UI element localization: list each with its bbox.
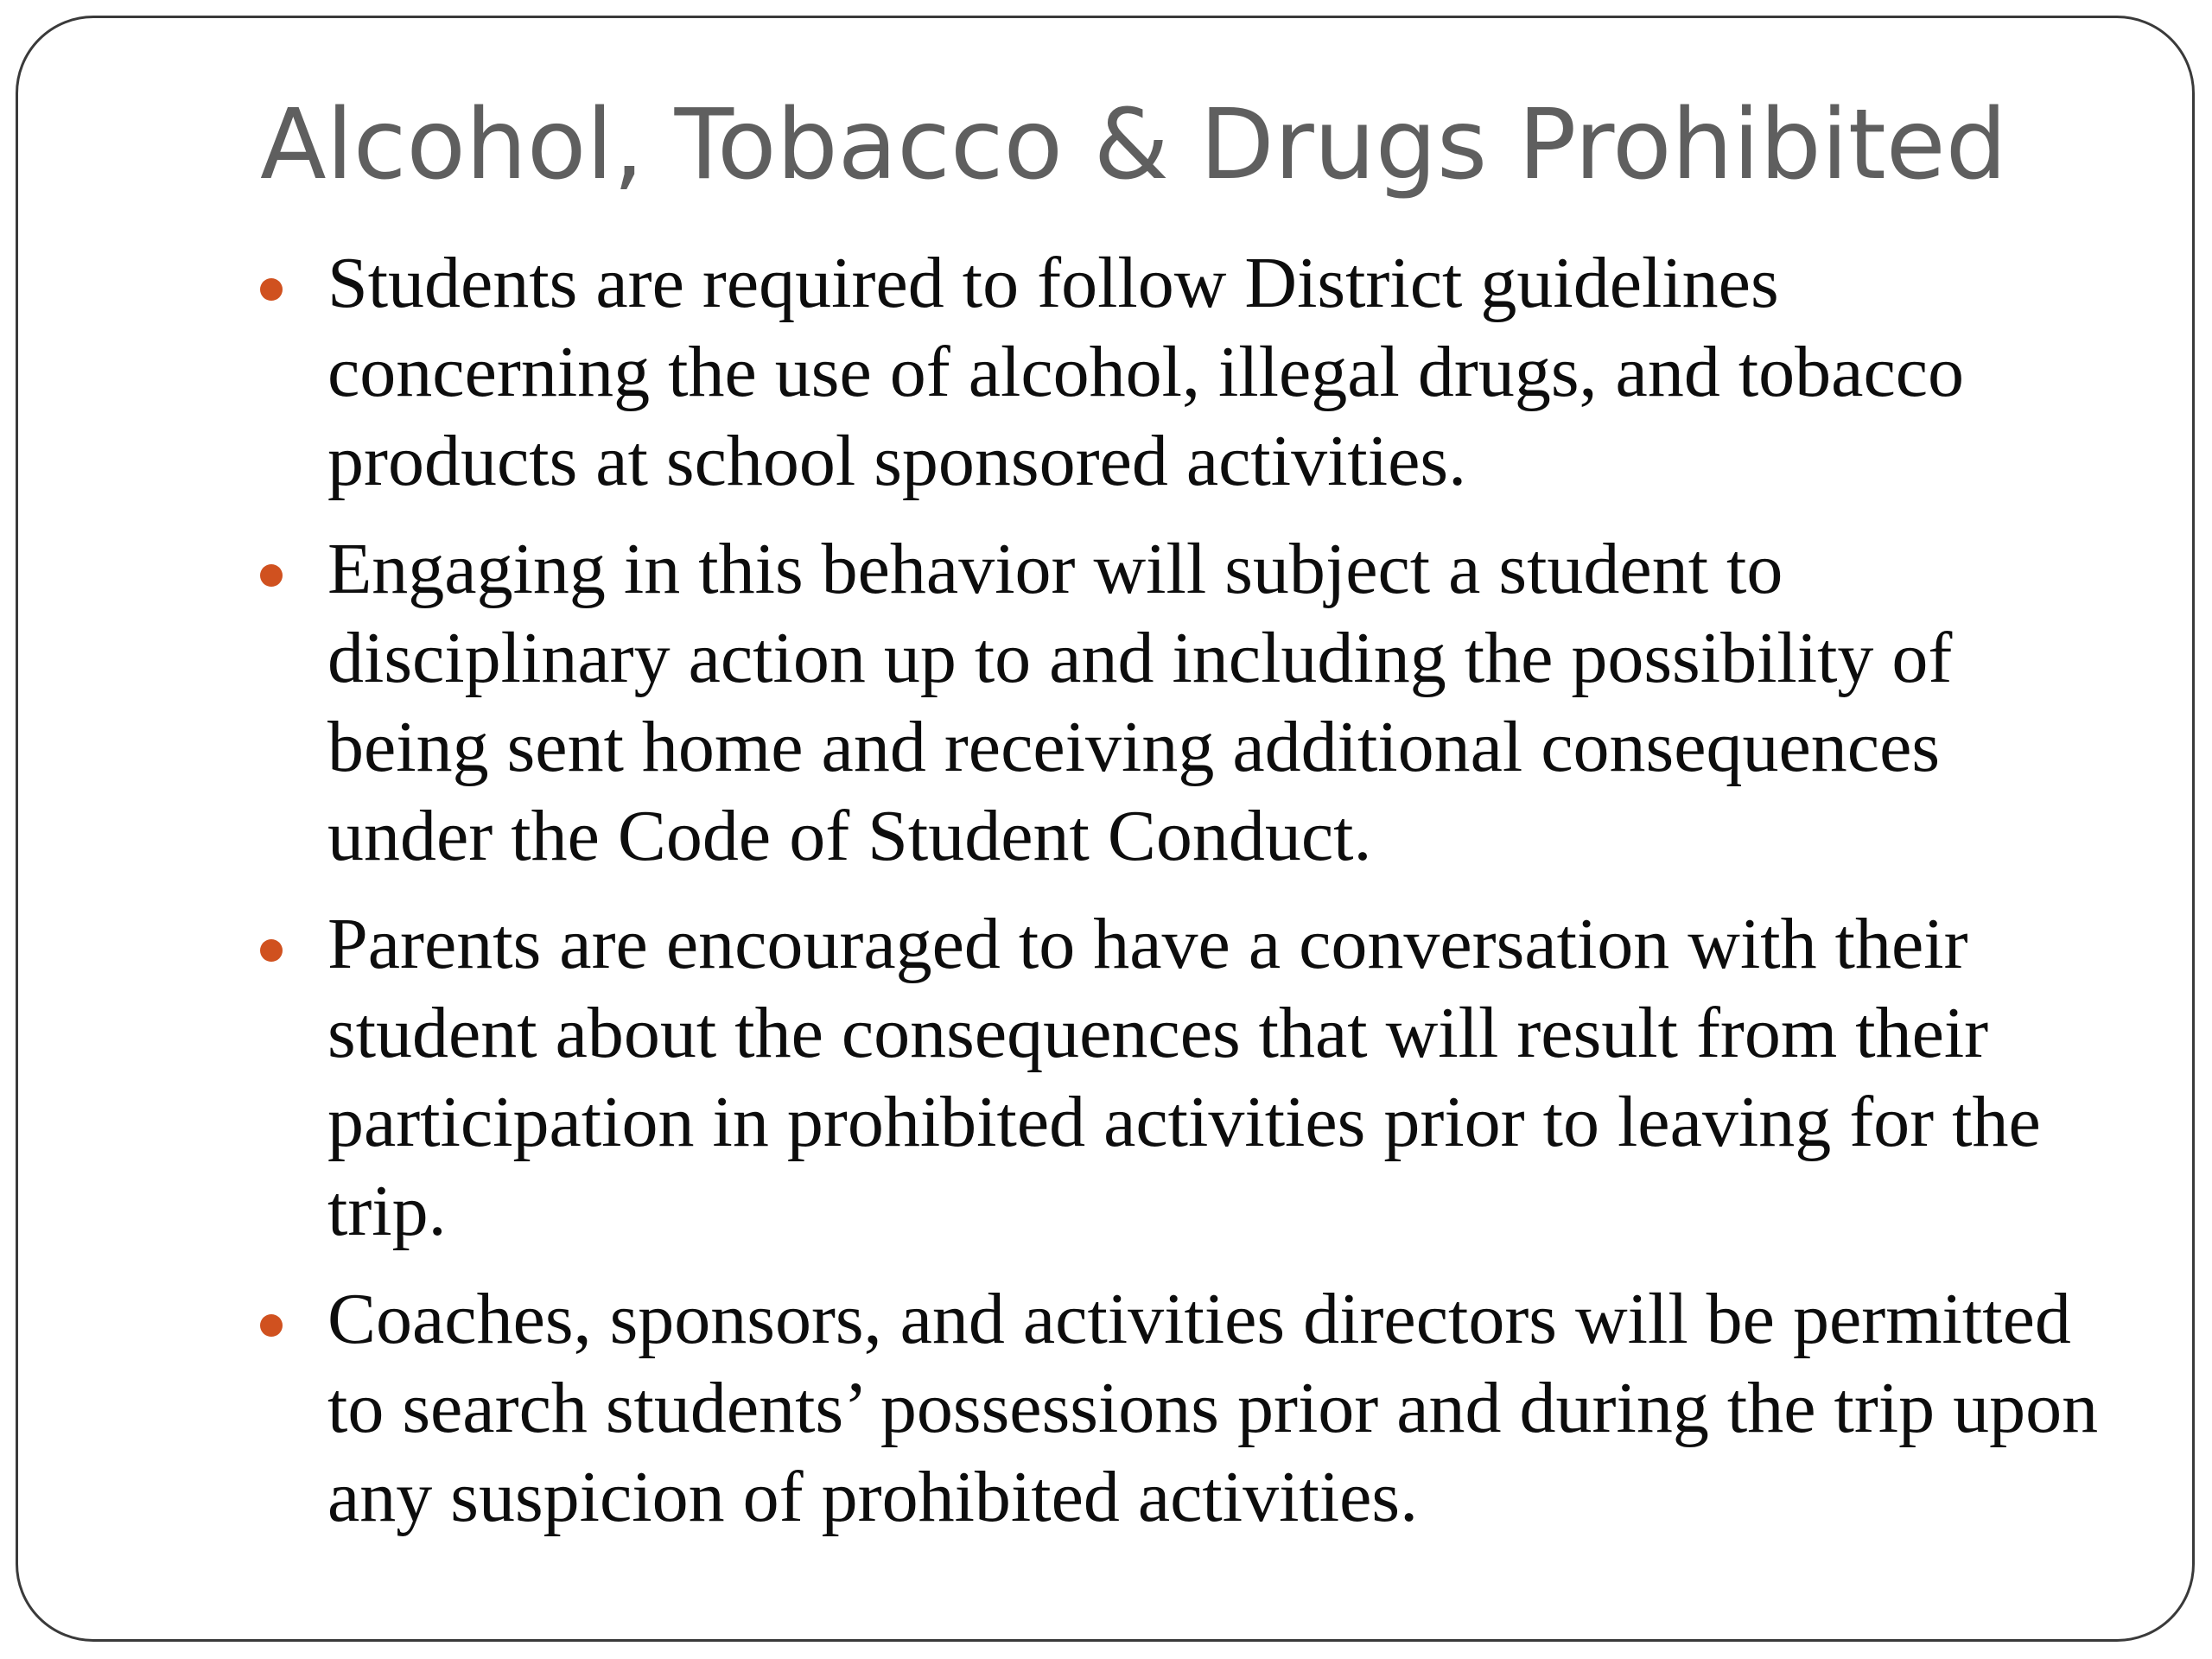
bullet-text: Parents are encouraged to have a conversation with their student about the consequences that will result from their participation in prohibited activities prior to leaving for the trip. <box>327 904 2041 1251</box>
bullet-dot-icon <box>260 564 283 587</box>
bullet-dot-icon <box>260 939 283 962</box>
bullet-text: Students are required to follow District guidelines concerning the use of alcohol, illegal drugs, and tobacco products at school sponsored activities. <box>327 243 1965 501</box>
bullet-text: Coaches, sponsors, and activities directors will be permitted to search students’ possessions prior and during the trip upon any suspicion of prohibited activities. <box>327 1279 2099 1537</box>
slide <box>16 16 2195 1642</box>
bullet-item <box>260 1274 2109 1541</box>
bullet-text: Engaging in this behavior will subject a student to disciplinary action up to and including the possibility of being sent home and receiving additional consequences under the Code of Student Conduct. <box>327 529 1953 876</box>
bullet-item <box>260 899 2109 1255</box>
slide-title: Alcohol, Tobacco & Drugs Prohibited <box>260 89 2007 201</box>
bullet-dot-icon <box>260 278 283 301</box>
bullet-list <box>260 238 2109 1560</box>
bullet-dot-icon <box>260 1314 283 1337</box>
bullet-item <box>260 524 2109 880</box>
bullet-item <box>260 238 2109 505</box>
